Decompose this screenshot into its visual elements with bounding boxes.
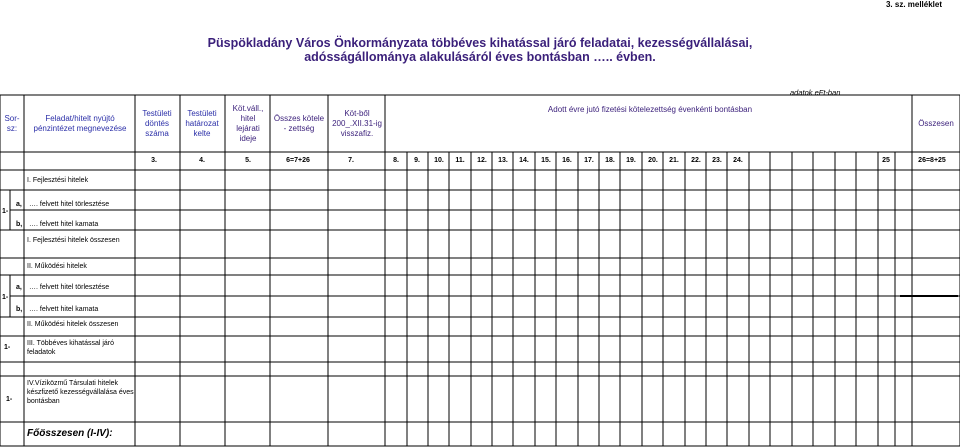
colnum-18: 18. [605, 157, 615, 164]
header-kotvall: Köt.váll., hitel lejárati ideje [232, 104, 264, 143]
colnum-14: 14. [519, 157, 529, 164]
row-fejlesztesi-osszesen: I. Fejlesztési hitelek összesen [27, 237, 120, 244]
row-b-text: …. felvett hitel kamata [29, 221, 99, 228]
page-title-line1: Püspökladány Város Önkormányzata többéves kihatással járó feladatai, kezességvállalásai, [207, 36, 753, 50]
row-sorsz-3: 1- [4, 344, 11, 351]
row-a-prefix: a, [16, 201, 22, 208]
colnum-9: 9. [414, 157, 420, 164]
colnum-23: 23. [712, 157, 722, 164]
colnum-16: 16. [562, 157, 572, 164]
row-a2-prefix: a, [16, 284, 22, 291]
row-mukodesi-osszesen: II. Működési hitelek összesen [27, 321, 119, 328]
annex-label: 3. sz. melléklet [885, 0, 942, 9]
row-foosszesen: Főösszesen (I-IV): [27, 428, 113, 439]
header-feladat: Feladat/hitelt nyújtó pénzintézet megnevezése [33, 114, 127, 133]
colnum-5: 5. [245, 157, 251, 164]
colnum-15: 15. [541, 157, 551, 164]
colnum-20: 20. [648, 157, 658, 164]
colnum-12: 12. [477, 157, 487, 164]
row-vizikozmu: IV.Víziközmű Társulati hitelek készfizető kezességvállalása éves bontásban [27, 380, 134, 405]
header-adott-evre: Adott évre jutó fizetési kötelezettség évenkénti bontásban [547, 105, 753, 114]
colnum-24: 24. [733, 157, 743, 164]
colnum-26: 26=8+25 [918, 157, 946, 164]
colnum-3: 3. [151, 157, 157, 164]
colnum-11: 11. [455, 157, 465, 164]
row-a-text: …. felvett hitel törlesztése [29, 201, 110, 208]
row-b2-text: …. felvett hitel kamata [29, 306, 99, 313]
colnum-17: 17. [584, 157, 594, 164]
colnum-25: 25 [882, 157, 890, 164]
unit-note: adatok eFt-ban [790, 88, 841, 97]
header-sorsz: Sor-sz: [4, 114, 20, 133]
header-kotbol: Köt-ből 200_.XII.31-ig visszafiz. [332, 109, 382, 138]
colnum-13: 13. [498, 157, 508, 164]
row-mukodesi-hitelek: II. Működési hitelek [27, 263, 87, 270]
row-b-prefix: b, [16, 221, 23, 228]
colnum-8: 8. [393, 157, 399, 164]
header-osszes-kotele: Összes kötele - zettség [273, 114, 325, 133]
colnum-4: 4. [199, 157, 205, 164]
colnum-22: 22. [691, 157, 701, 164]
row-fejlesztesi-hitelek: I. Fejlesztési hitelek [27, 177, 89, 184]
header-testuleti-hatarozat: Testületi határozat kelte [185, 109, 219, 138]
row-sorsz-2: 1- [2, 294, 9, 301]
colnum-10: 10. [434, 157, 444, 164]
header-osszesen: Összesen [918, 119, 954, 128]
page-title-line2: adósságállománya alakulásáról éves bontásban ….. évben. [304, 50, 656, 64]
colnum-6: 6=7+26 [286, 157, 310, 164]
colnum-7: 7. [348, 157, 354, 164]
row-a2-text: …. felvett hitel törlesztése [29, 284, 110, 291]
colnum-19: 19. [626, 157, 636, 164]
row-b2-prefix: b, [16, 306, 23, 313]
row-tobbeves: III. Többéves kihatással járó feladatok [27, 340, 115, 356]
row-sorsz-1: 1- [2, 208, 9, 215]
colnum-21: 21. [669, 157, 679, 164]
header-testuleti-dontes: Testületi döntés száma [142, 109, 172, 138]
row-sorsz-4: 1- [6, 396, 13, 403]
